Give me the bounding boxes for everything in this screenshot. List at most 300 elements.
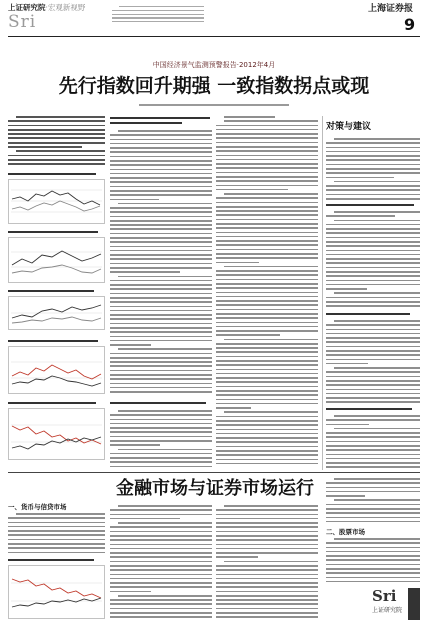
text-line	[110, 314, 212, 316]
text-line	[216, 253, 318, 255]
market-report-headline: 金融市场与证券市场运行	[116, 478, 314, 499]
recommendation-2-heading	[326, 313, 410, 315]
report-headline: 先行指数回升期强 一致指数拐点或现	[58, 75, 370, 97]
text-line	[216, 403, 318, 405]
text-line	[110, 306, 212, 308]
text-line	[334, 538, 420, 540]
bottom-column-3-text	[216, 505, 318, 620]
text-line	[110, 181, 212, 183]
text-line	[216, 509, 318, 511]
stock-market-heading: 二、股票市场	[326, 528, 365, 536]
text-line	[216, 287, 318, 289]
text-line	[326, 172, 420, 174]
text-line	[334, 181, 420, 183]
text-line	[334, 499, 420, 501]
text-line	[110, 608, 212, 610]
text-line	[326, 521, 420, 523]
text-line	[326, 384, 420, 386]
text-line	[8, 129, 105, 131]
text-line	[110, 578, 212, 580]
text-line	[118, 203, 212, 205]
text-line	[326, 359, 420, 361]
text-line	[216, 343, 318, 345]
text-line	[326, 198, 420, 200]
text-line	[8, 133, 105, 135]
text-line	[118, 522, 212, 524]
text-line	[216, 586, 318, 588]
text-line	[326, 462, 420, 464]
text-line	[326, 432, 420, 434]
text-line	[110, 241, 212, 243]
text-line	[8, 543, 105, 545]
text-line	[110, 616, 212, 618]
header-divider	[8, 36, 420, 37]
text-line	[110, 250, 212, 252]
text-line	[8, 522, 105, 524]
text-line	[326, 194, 420, 196]
text-line	[110, 391, 212, 393]
text-line	[216, 420, 318, 422]
text-line	[216, 249, 318, 251]
text-line	[216, 595, 318, 597]
recommendations-text-4	[326, 415, 420, 470]
text-line	[216, 416, 318, 418]
text-line	[216, 334, 280, 336]
text-line	[326, 159, 420, 161]
text-line	[216, 608, 318, 610]
text-line	[110, 156, 212, 158]
text-line	[110, 582, 212, 584]
text-line	[16, 150, 105, 152]
text-line	[110, 574, 212, 576]
text-line	[216, 544, 318, 546]
text-line	[110, 414, 212, 416]
text-line	[8, 163, 105, 165]
text-line	[8, 547, 105, 549]
text-line	[216, 463, 318, 465]
text-line	[326, 142, 420, 144]
text-line	[216, 390, 318, 392]
text-line	[334, 478, 420, 480]
text-line	[110, 603, 212, 605]
text-line	[110, 310, 212, 312]
header-meta-text	[112, 6, 204, 28]
text-line	[118, 130, 212, 132]
text-line	[326, 393, 420, 395]
text-line	[216, 150, 318, 152]
text-line	[326, 275, 420, 277]
figure-5-caption	[8, 402, 96, 404]
text-line	[326, 262, 420, 264]
text-line	[110, 514, 212, 516]
text-line	[216, 454, 318, 456]
figure-3-chart	[8, 296, 105, 330]
text-line	[216, 535, 318, 537]
text-line	[216, 129, 318, 131]
text-line	[216, 522, 318, 524]
text-line	[326, 241, 420, 243]
text-line	[110, 526, 212, 528]
text-line	[326, 436, 420, 438]
text-line	[326, 258, 420, 260]
text-line	[112, 14, 204, 15]
text-line	[110, 151, 212, 153]
text-line	[216, 167, 318, 169]
text-line	[326, 337, 420, 339]
text-line	[326, 363, 368, 365]
text-line	[216, 185, 318, 187]
text-line	[216, 514, 318, 516]
text-line	[8, 142, 105, 144]
text-line	[224, 339, 318, 341]
text-line	[216, 424, 318, 426]
text-line	[216, 262, 259, 264]
text-line	[326, 389, 420, 391]
text-line	[110, 237, 212, 239]
text-line	[110, 569, 212, 571]
text-line	[326, 401, 420, 403]
text-line	[110, 423, 212, 425]
text-line	[216, 146, 318, 148]
text-line	[110, 383, 212, 385]
text-line	[216, 373, 318, 375]
text-line	[110, 419, 212, 421]
recommendation-3-heading	[326, 408, 412, 410]
text-line	[326, 568, 420, 570]
text-line	[326, 371, 420, 373]
figure-3-caption	[8, 290, 94, 292]
text-line	[224, 120, 318, 122]
text-line	[110, 284, 212, 286]
text-line	[110, 440, 212, 442]
text-line	[216, 407, 251, 409]
text-line	[326, 305, 420, 307]
text-line	[8, 526, 105, 528]
section-name: 宏观新视野	[47, 3, 86, 12]
text-line	[110, 147, 212, 149]
text-line	[216, 326, 318, 328]
text-line	[110, 431, 212, 433]
text-line	[216, 155, 318, 157]
text-line	[216, 300, 318, 302]
text-line	[110, 173, 212, 175]
bottom-column-4-text	[326, 478, 420, 524]
text-line	[110, 228, 212, 230]
text-line	[110, 323, 212, 325]
text-line	[326, 547, 420, 549]
text-line	[110, 544, 212, 546]
text-line	[110, 254, 212, 256]
text-line	[216, 244, 318, 246]
text-line	[216, 616, 318, 618]
figure-1-caption	[8, 173, 96, 175]
text-line	[216, 270, 318, 272]
text-line	[326, 224, 420, 226]
text-line	[110, 177, 212, 179]
text-line	[110, 134, 212, 136]
text-line	[216, 599, 318, 601]
section-2-heading	[110, 402, 206, 404]
text-line	[326, 288, 367, 290]
lead-paragraph	[8, 116, 105, 168]
text-line	[119, 6, 204, 7]
text-line	[110, 561, 212, 563]
text-line	[110, 301, 212, 303]
text-line	[326, 508, 420, 510]
text-line	[118, 505, 212, 507]
text-line	[216, 202, 318, 204]
text-line	[110, 531, 212, 533]
text-line	[326, 542, 420, 544]
text-line	[216, 219, 318, 221]
brand-separator: ·	[45, 3, 48, 12]
text-line	[110, 361, 212, 363]
text-line	[112, 17, 204, 18]
text-line	[118, 348, 212, 350]
text-line	[326, 267, 420, 269]
text-line	[16, 513, 105, 515]
text-line	[216, 377, 318, 379]
text-line	[216, 309, 318, 311]
text-line	[216, 197, 318, 199]
text-line	[216, 227, 318, 229]
text-line	[110, 288, 212, 290]
text-line	[16, 116, 105, 118]
text-line	[110, 233, 212, 235]
text-line	[326, 441, 420, 443]
text-line	[216, 591, 318, 593]
text-line	[216, 292, 318, 294]
text-line	[326, 151, 420, 153]
text-line	[216, 313, 318, 315]
section-1-heading-line-2	[110, 122, 182, 124]
recommendations-text-1	[326, 138, 420, 200]
column-2-text-continued	[110, 410, 212, 470]
text-line	[8, 534, 105, 536]
text-line	[110, 539, 212, 541]
text-line	[216, 189, 288, 191]
text-line	[216, 356, 318, 358]
text-line	[110, 552, 212, 554]
text-line	[326, 397, 420, 399]
text-line	[326, 419, 420, 421]
text-line	[110, 280, 212, 282]
text-line	[216, 429, 318, 431]
text-line	[110, 548, 212, 550]
recommendations-text-2	[326, 211, 420, 309]
text-line	[326, 341, 420, 343]
text-line	[110, 186, 212, 188]
text-line	[326, 284, 420, 286]
text-line	[216, 556, 258, 558]
footer-logo-strip	[408, 588, 420, 620]
text-line	[334, 292, 420, 294]
text-line	[110, 211, 212, 213]
text-line	[216, 296, 318, 298]
text-line	[216, 236, 318, 238]
text-line	[326, 254, 420, 256]
text-line	[110, 164, 212, 166]
text-line	[118, 449, 212, 451]
text-line	[216, 159, 318, 161]
text-line	[110, 535, 212, 537]
text-line	[326, 555, 420, 557]
text-line	[326, 551, 420, 553]
text-line	[334, 138, 420, 140]
text-line	[112, 10, 204, 11]
text-line	[110, 565, 212, 567]
text-line	[326, 329, 420, 331]
text-line	[110, 586, 212, 588]
text-line	[216, 125, 318, 127]
report-series-title: 中国经济景气监测预警报告·2012年4月	[152, 61, 276, 69]
section-brand	[8, 3, 85, 12]
text-line	[216, 279, 318, 281]
text-line	[326, 577, 420, 579]
text-line	[8, 530, 105, 532]
text-line	[216, 322, 318, 324]
text-line	[8, 146, 82, 148]
text-line	[216, 163, 318, 165]
text-line	[216, 180, 318, 182]
byline	[139, 104, 289, 106]
text-line	[110, 444, 160, 446]
text-line	[326, 301, 420, 303]
text-line	[326, 445, 420, 447]
text-line	[216, 283, 318, 285]
figure-4-chart	[8, 346, 105, 394]
page-number: 9	[404, 15, 416, 34]
text-line	[224, 411, 318, 413]
text-line	[110, 466, 212, 468]
text-line	[8, 120, 105, 122]
text-line	[216, 437, 318, 439]
text-line	[110, 169, 212, 171]
text-line	[216, 257, 318, 259]
text-line	[216, 582, 318, 584]
text-line	[326, 482, 420, 484]
text-line	[326, 250, 420, 252]
text-line	[216, 518, 318, 520]
text-line	[110, 370, 212, 372]
text-line	[334, 415, 420, 417]
text-line	[216, 176, 318, 178]
figure-1-chart	[8, 179, 105, 224]
text-line	[110, 139, 212, 141]
text-line	[326, 466, 420, 468]
text-line	[326, 487, 420, 489]
text-line	[110, 297, 212, 299]
text-line	[326, 185, 420, 187]
text-line	[8, 137, 105, 139]
recommendations-heading: 对策与建议	[326, 122, 372, 132]
text-line	[224, 266, 318, 268]
text-line	[110, 318, 212, 320]
text-line	[110, 518, 180, 520]
text-line	[326, 297, 420, 299]
text-line	[326, 449, 420, 451]
text-line	[110, 336, 212, 338]
text-line	[216, 446, 318, 448]
text-line	[216, 539, 318, 541]
text-line	[110, 271, 180, 273]
text-line	[216, 347, 318, 349]
figure-2-chart	[8, 237, 105, 283]
recommendations-text-3	[326, 320, 420, 404]
section-1-heading-line-1	[110, 117, 210, 119]
column-3-text	[216, 116, 318, 470]
text-line	[110, 591, 151, 593]
text-line	[216, 531, 318, 533]
text-line	[110, 220, 212, 222]
figure-4-caption	[8, 340, 98, 342]
text-line	[326, 147, 420, 149]
text-line	[216, 133, 318, 135]
text-line	[224, 193, 318, 195]
text-line	[110, 246, 212, 248]
text-line	[110, 331, 212, 333]
newspaper-masthead: 上海证券报	[368, 4, 414, 14]
text-line	[110, 267, 212, 269]
text-line	[110, 263, 212, 265]
figure-6-chart	[8, 565, 105, 619]
text-line	[326, 572, 420, 574]
text-line	[8, 539, 105, 541]
text-line	[118, 410, 212, 412]
text-line	[110, 143, 212, 145]
text-line	[8, 552, 105, 554]
text-line	[118, 276, 212, 278]
text-line	[224, 116, 275, 118]
text-line	[110, 457, 212, 459]
bottom-column-4-text-continued	[326, 538, 420, 584]
text-line	[8, 159, 105, 161]
text-line	[326, 324, 420, 326]
text-line	[334, 367, 420, 369]
text-line	[216, 569, 318, 571]
text-line	[326, 232, 420, 234]
text-line	[334, 320, 420, 322]
text-line	[326, 168, 420, 170]
text-line	[110, 436, 212, 438]
text-line	[110, 199, 159, 201]
text-line	[110, 293, 212, 295]
text-line	[216, 172, 318, 174]
sri-logo: Sri	[8, 12, 37, 32]
text-line	[216, 330, 318, 332]
text-line	[216, 317, 318, 319]
text-line	[326, 376, 420, 378]
text-line	[326, 177, 394, 179]
text-line	[326, 228, 420, 230]
text-line	[216, 578, 318, 580]
text-line	[216, 386, 318, 388]
text-line	[110, 353, 212, 355]
text-line	[216, 214, 318, 216]
text-line	[110, 344, 151, 346]
column-divider	[322, 116, 323, 470]
text-line	[216, 433, 318, 435]
text-line	[326, 215, 395, 217]
text-line	[216, 450, 318, 452]
text-line	[326, 495, 365, 497]
text-line	[326, 189, 420, 191]
text-line	[326, 237, 420, 239]
text-line	[334, 428, 420, 430]
text-line	[216, 240, 318, 242]
text-line	[8, 155, 105, 157]
text-line	[326, 559, 420, 561]
